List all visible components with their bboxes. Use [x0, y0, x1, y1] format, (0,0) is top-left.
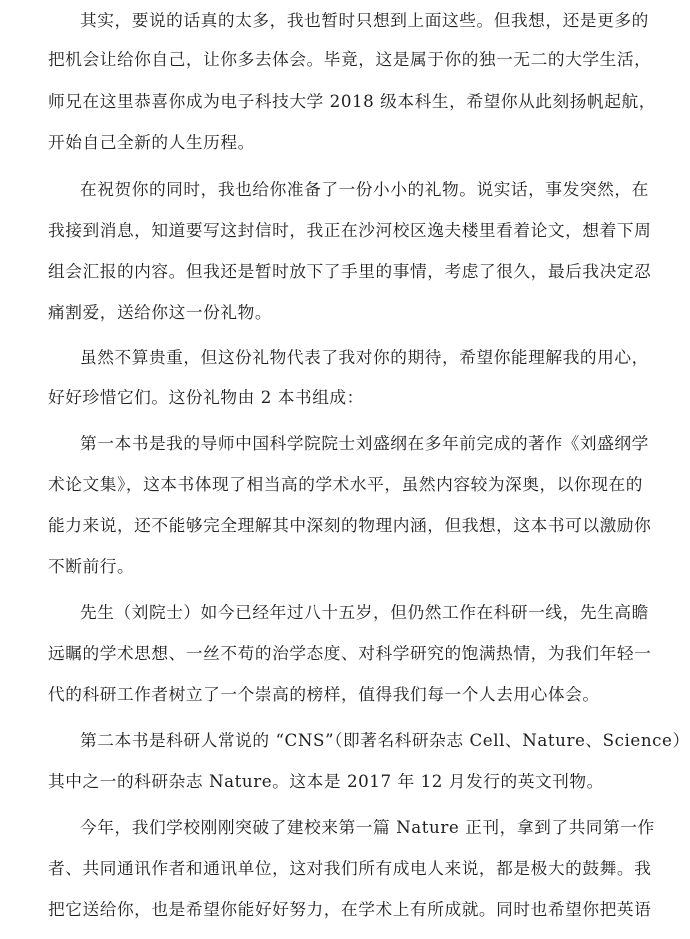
text-line: 者、共同通讯作者和通讯单位，这对我们所有成电人来说，都是极大的鼓舞。我: [48, 858, 652, 878]
text-line: 其中之一的科研杂志 Nature。这本是 2017 年 12 月发行的英文刊物。: [48, 771, 604, 791]
text-line: 今年，我们学校刚刚突破了建校来第一篇 Nature 正刊，拿到了共同第一作: [80, 817, 655, 837]
text-line: 把机会让给你自己，让你多去体会。毕竟，这是属于你的独一无二的大学生活，: [48, 49, 652, 69]
text-line: 开始自己全新的人生历程。: [48, 132, 255, 152]
text-line: 师兄在这里恭喜你成为电子科技大学 2018 级本科生，希望你从此刻扬帆起航，: [48, 91, 656, 111]
text-line: 虽然不算贵重，但这份礼物代表了我对你的期待，希望你能理解我的用心，: [80, 347, 649, 367]
text-line: 术论文集》，这本书体现了相当高的学术水平，虽然内容较为深奥，以你现在的: [48, 474, 643, 494]
text-line: 能力来说，还不能够完全理解其中深刻的物理内涵，但我想，这本书可以激励你: [48, 515, 652, 535]
text-line: 第二本书是科研人常说的 “CNS”（即著名科研杂志 Cell、Nature、Science）: [80, 730, 690, 750]
text-line: 组会汇报的内容。但我还是暂时放下了手里的事情，考虑了很久，最后我决定忍: [48, 261, 652, 281]
text-line: 在祝贺你的同时，我也给你准备了一份小小的礼物。说实话，事发突然，在: [80, 179, 649, 199]
text-line: 痛割爱，送给你这一份礼物。: [48, 302, 273, 322]
text-line: 我接到消息，知道要写这封信时，我正在沙河校区逸夫楼里看着论文，想着下周: [48, 220, 652, 240]
text-line: 代的科研工作者树立了一个崇高的榜样，值得我们每一个人去用心体会。: [48, 684, 600, 704]
text-line: 远瞩的学术思想、一丝不苟的治学态度、对科学研究的饱满热情，为我们年轻一: [48, 643, 652, 663]
text-line: 第一本书是我的导师中国科学院院士刘盛纲在多年前完成的著作《刘盛纲学: [80, 433, 649, 453]
text-line: 不断前行。: [48, 556, 135, 576]
text-line: 把它送给你，也是希望你能好好努力，在学术上有所成就。同时也希望你把英语: [48, 899, 652, 919]
text-line: 好好珍惜它们。这份礼物由 2 本书组成：: [48, 387, 364, 407]
text-line: 其实，要说的话真的太多，我也暂时只想到上面这些。但我想，还是更多的: [80, 10, 649, 30]
text-line: 先生（刘院士）如今已经年过八十五岁，但仍然工作在科研一线，先生高瞻: [80, 602, 649, 622]
